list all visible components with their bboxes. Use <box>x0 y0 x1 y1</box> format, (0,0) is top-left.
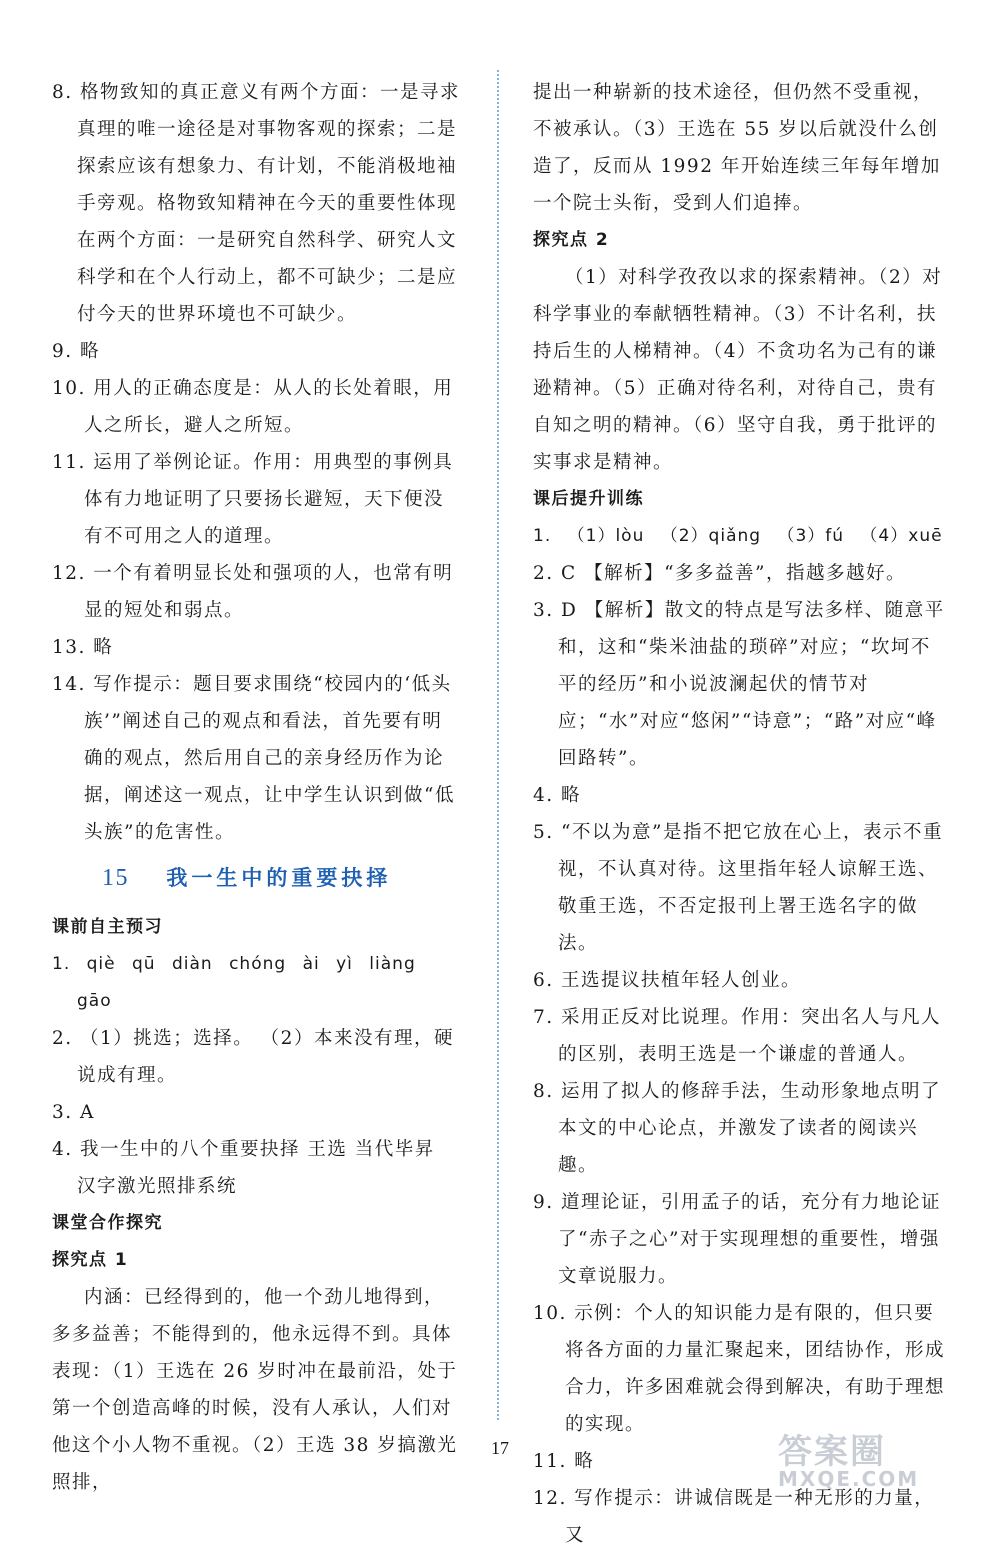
right-column <box>533 74 945 1554</box>
answer-item: 2. C 【解析】“多多益善”，指越多越好。 <box>533 563 906 584</box>
answer-item: 13. 略 <box>52 637 114 658</box>
column-divider <box>497 70 499 1420</box>
section-heading: 课后提升训练 <box>533 489 644 509</box>
answer-item: 3. D 【解析】散文的特点是写法多样、随意平和，这和“柴米油盐的琐碎”对应；“坎坷不平的经历”和小说波澜起伏的情节对应；“水”对应“悠闲”“诗意”；“路”对应“峰回路转”。 <box>533 600 945 769</box>
section-heading: 课堂合作探究 <box>52 1213 163 1233</box>
answer-item: 4. 略 <box>533 785 582 806</box>
answer-item: 提出一种崭新的技术途径，但仍然不受重视，不被承认。（3）王选在 55 岁以后就没什么创造了，反而从 1992 年开始连续三年每年增加一个院士头衔，受到人们追捧。 <box>533 82 941 214</box>
answer-item: 7. 采用正反对比说理。作用：突出名人与凡人的区别，表明王选是一个谦虚的普通人。 <box>533 1007 942 1065</box>
answer-item: 5. “不以为意”是指不把它放在心上，表示不重视，不认真对待。这里指年轻人谅解王选、敬重王选，不否定报刊上署王选名字的做法。 <box>533 822 943 954</box>
answer-item: 10. 用人的正确态度是：从人的长处着眼，用人之所长，避人之所短。 <box>52 378 454 436</box>
answer-item: 3. A <box>52 1102 95 1123</box>
section-heading: 探究点 2 <box>533 230 610 250</box>
answer-item: 12. 一个有着明显长处和强项的人，也常有明显的短处和弱点。 <box>52 563 454 621</box>
answer-item: 内涵：已经得到的，他一个劲儿地得到，多多益善；不能得到的，他永远得不到。具体表现：（1）王选在 26 岁时冲在最前沿，处于第一个创造高峰的时候，没有人承认，人们对他这个小人物不重视。（2）王选 38 岁搞激光照排， <box>52 1287 458 1493</box>
answer-item: 6. 王选提议扶植年轻人创业。 <box>533 970 802 991</box>
watermark-line2: MXQE.COM <box>778 1467 920 1491</box>
lesson-heading <box>52 855 462 903</box>
answer-item: 11. 运用了举例论证。作用：用典型的事例具体有力地证明了只要扬长避短，天下便没有不可用之人的道理。 <box>52 452 454 547</box>
section-heading: 探究点 1 <box>52 1250 129 1270</box>
answer-item: 14. 写作提示：题目要求围绕“校园内的‘低头族’”阐述自己的观点和看法，首先要有明确的观点，然后用自己的亲身经历作为论据，阐述这一观点，让中学生认识到做“低头族”的危害性。 <box>52 674 455 843</box>
answer-item: 9. 道理论证，引用孟子的话，充分有力地论证了“赤子之心”对于实现理想的重要性，增强文章说服力。 <box>533 1192 942 1287</box>
answer-item: 8. 运用了拟人的修辞手法，生动形象地点明了本文的中心论点，并激发了读者的阅读兴趣。 <box>533 1081 942 1176</box>
answer-item: 12. 写作提示：讲诚信既是一种无形的力量，又 <box>533 1488 935 1546</box>
page-number: 17 <box>491 1438 509 1458</box>
watermark-line1: 答案圈 <box>778 1432 886 1472</box>
lesson-number: 15 <box>102 865 129 891</box>
answer-item: 10. 示例：个人的知识能力是有限的，但只要将各方面的力量汇聚起来，团结协作，形成合力，许多困难就会得到解决，有助于理想的实现。 <box>533 1303 946 1435</box>
answer-item: 4. 我一生中的八个重要抉择 王选 当代毕昇 汉字激光照排系统 <box>52 1139 435 1197</box>
answer-item: 1. qiè qū diàn chóng ài yì liàng gāo <box>52 954 416 1011</box>
left-answers <box>52 74 462 851</box>
answer-item: 9. 略 <box>52 341 101 362</box>
answer-item: 11. 略 <box>533 1451 595 1472</box>
right-answers <box>533 74 945 1554</box>
watermark-logo <box>778 1424 978 1491</box>
answer-item: （1）对科学孜孜以求的探索精神。（2）对科学事业的奉献牺牲精神。（3）不计名利，扶持后生的人梯精神。（4）不贪功名为己有的谦逊精神。（5）正确对待名利，对待自己，贵有自知之明的精神。（6）坚守自我，勇于批评的实事求是精神。 <box>533 267 943 473</box>
answer-item: 2. （1）挑选；选择。 （2）本来没有理，硬说成有理。 <box>52 1028 454 1086</box>
section-heading: 课前自主预习 <box>52 917 163 937</box>
answer-item: 8. 格物致知的真正意义有两个方面：一是寻求真理的唯一途径是对事物客观的探索；二是探索应该有想象力、有计划，不能消极地袖手旁观。格物致知精神在今天的重要性体现在两个方面：一是研究自然科学、研究人文科学和在个人行动上，都不可缺少；二是应付今天的世界环境也不可缺少。 <box>52 82 461 325</box>
lesson-title: 我一生中的重要抉择 <box>166 866 392 890</box>
answer-item: 1. （1）lòu （2）qiǎng （3）fú （4）xuē <box>533 526 943 546</box>
left-lesson-answers <box>52 909 462 1501</box>
left-column <box>52 74 462 1501</box>
